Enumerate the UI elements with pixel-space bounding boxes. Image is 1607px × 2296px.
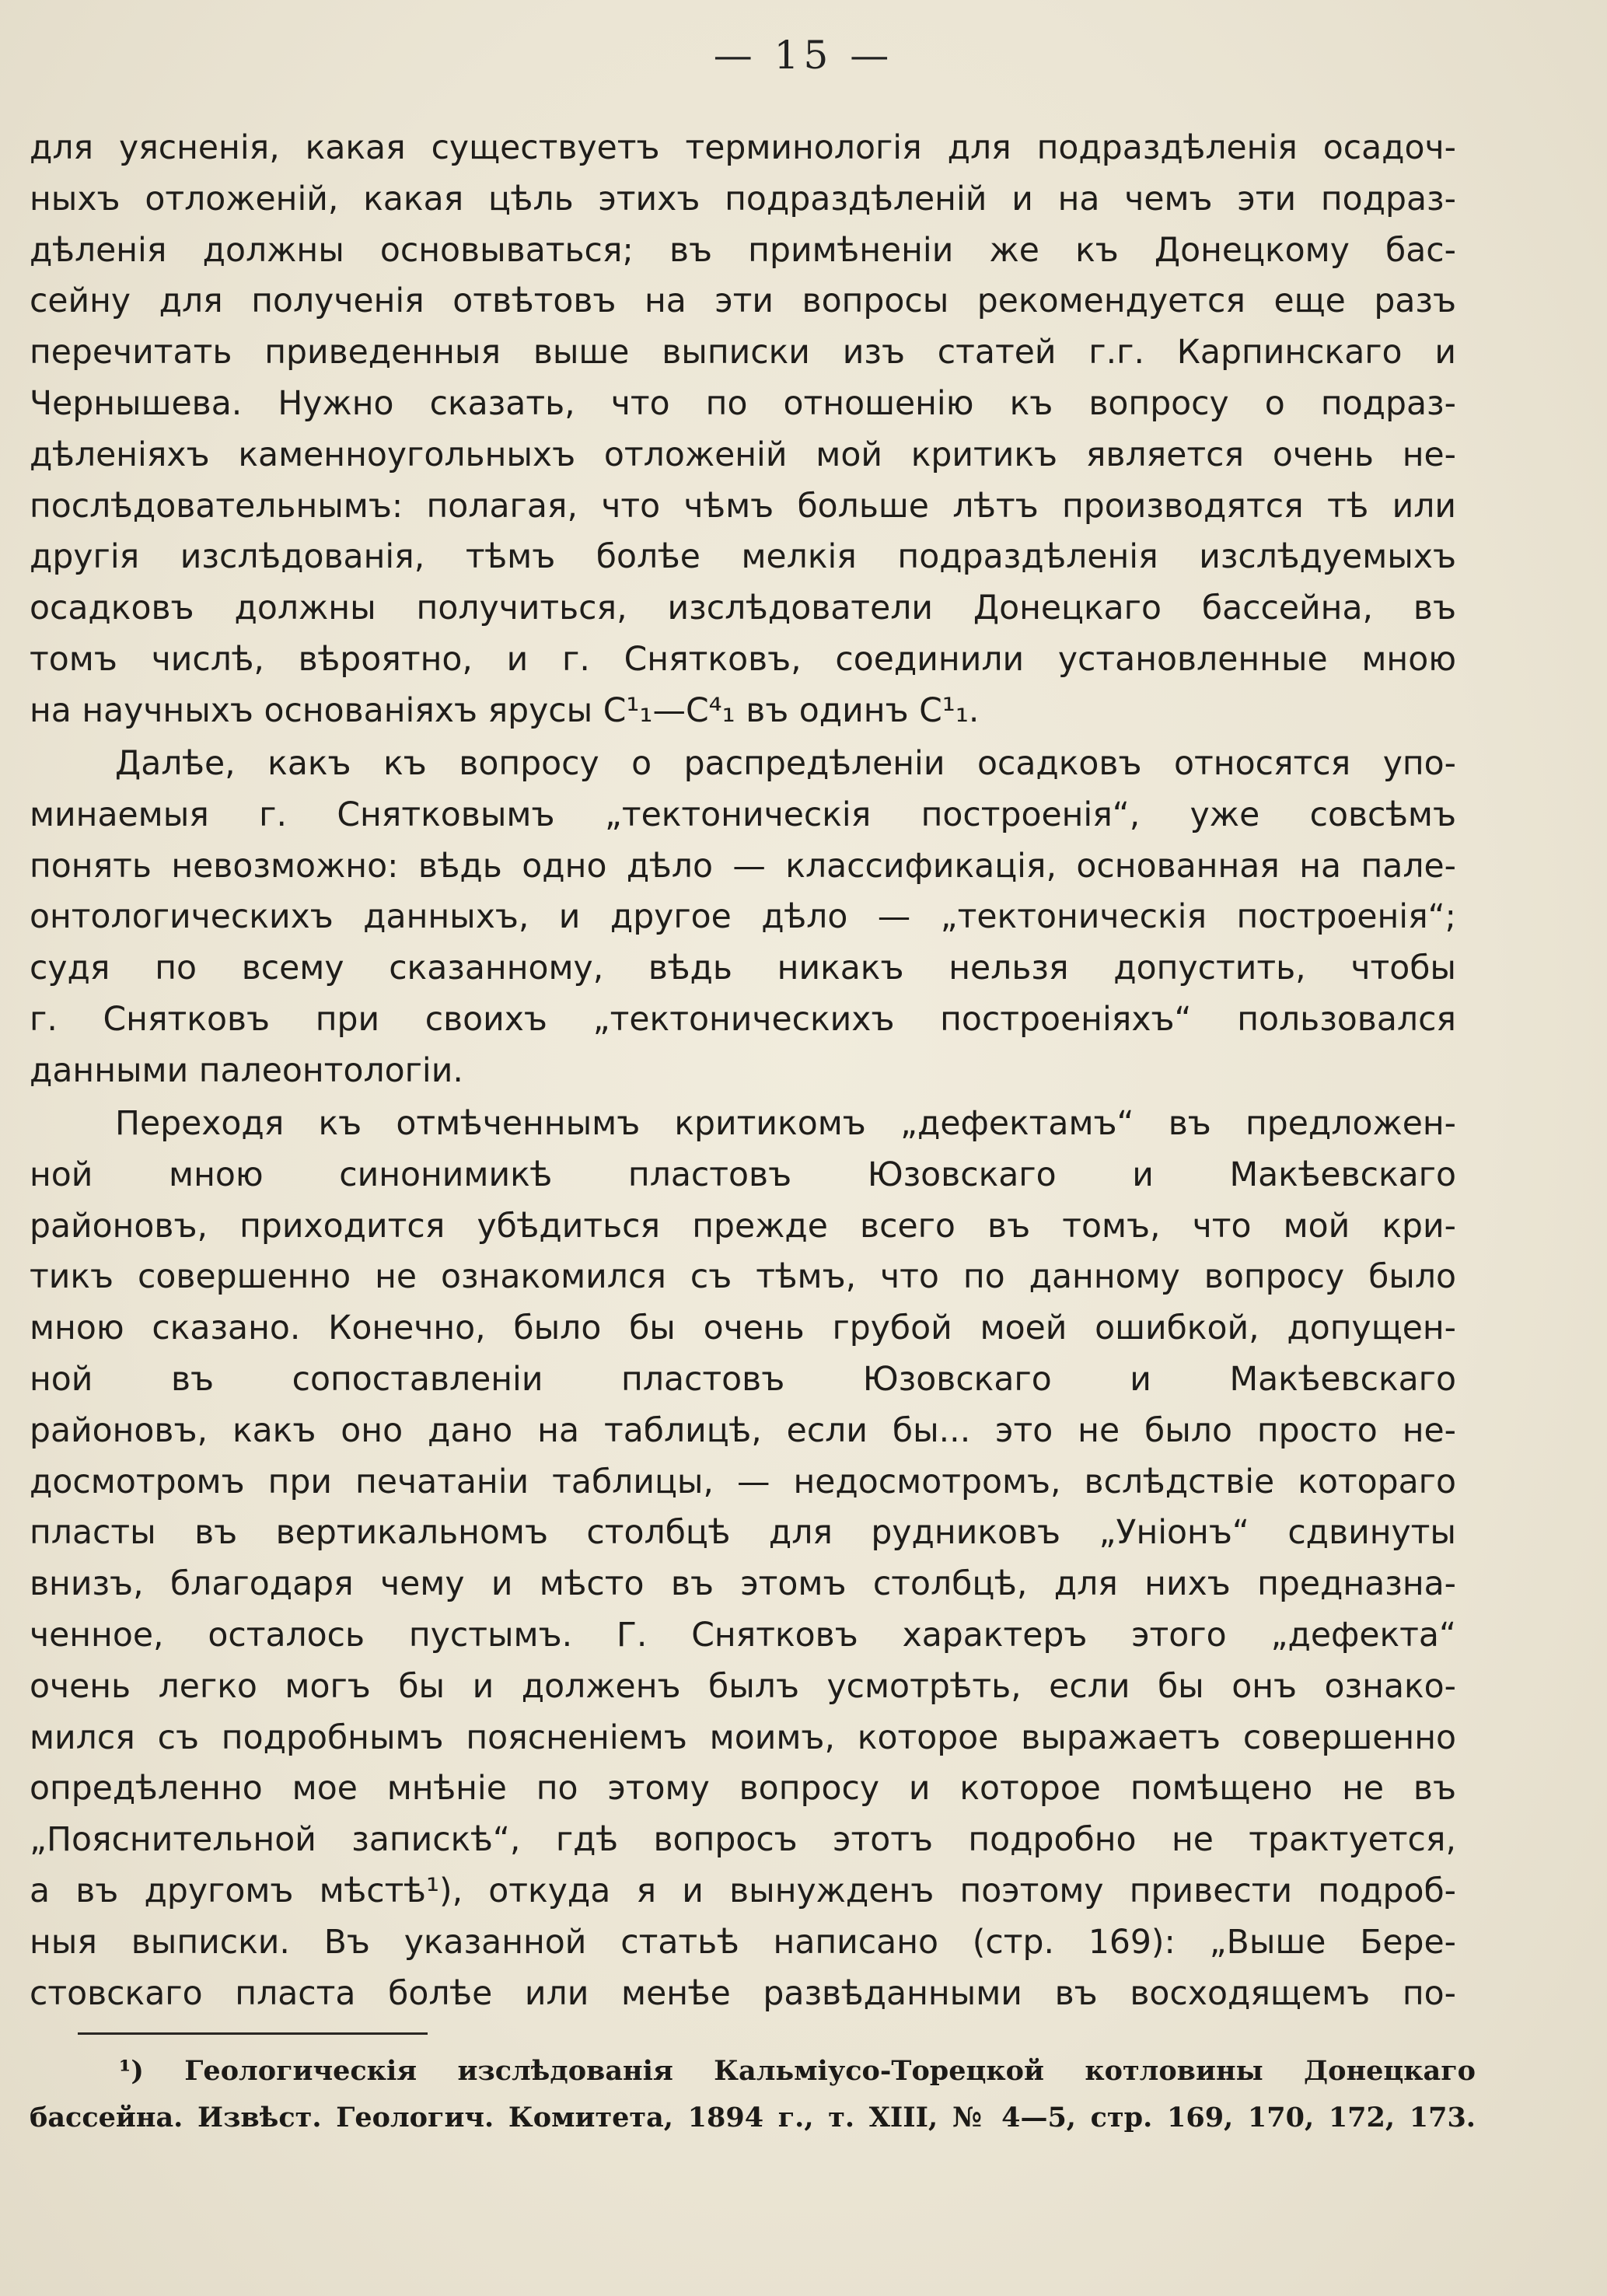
footnote-divider [78,2032,428,2035]
text-line: дѣленіяхъ каменноугольныхъ отложеній мой критикъ является очень не- [30,435,1456,474]
text-line: осадковъ должны получиться, изслѣдователи Донецкаго бассейна, въ [30,589,1456,628]
text-line: Чернышева. Нужно сказать, что по отношенію къ вопросу о подраз- [30,384,1456,423]
text-line: „Пояснительной запискѣ“, гдѣ вопросъ этотъ подробно не трактуется, [30,1821,1456,1860]
text-line: для уясненія, какая существуетъ терминологія для подраздѣленія осадоч- [30,129,1456,167]
text-line: досмотромъ при печатаніи таблицы, — недосмотромъ, вслѣдствіе котораго [30,1463,1456,1501]
text-line: минаемыя г. Снятковымъ „тектоническія построенія“, уже совсѣмъ [30,795,1456,834]
text-line: стовскаго пласта болѣе или менѣе развѣданными въ восходящемъ по- [30,1974,1456,2013]
text-line: Далѣе, какъ къ вопросу о распредѣленіи осадковъ относятся упо- [115,745,1456,783]
text-line: на научныхъ основаніяхъ ярусы C¹₁—C⁴₁ въ одинъ C¹₁. [30,691,980,730]
text-line: Переходя къ отмѣченнымъ критикомъ „дефектамъ“ въ предложен- [115,1105,1456,1143]
paragraph-1 [30,123,1456,737]
footnote-line: ¹) Геологическія изслѣдованія Кальміусо-Торецкой котловины Донецкаго [119,2055,1476,2087]
text-line: а въ другомъ мѣстѣ¹), откуда я и вынужденъ поэтому привести подроб- [30,1871,1456,1910]
text-line: ченное, осталось пустымъ. Г. Снятковъ характеръ этого „дефекта“ [30,1616,1456,1655]
text-line: опредѣленно мое мнѣніе по этому вопросу и которое помѣщено не въ [30,1770,1456,1808]
text-line: дѣленія должны основываться; въ примѣненіи же къ Донецкому бас- [30,231,1456,270]
text-line: данными палеонтологіи. [30,1051,463,1090]
text-line: районовъ, приходится убѣдиться прежде всего въ томъ, что мой кри- [30,1207,1456,1246]
text-line: перечитать приведенныя выше выписки изъ статей г.г. Карпинскаго и [30,334,1456,372]
text-line: ныхъ отложеній, какая цѣль этихъ подраздѣленій и на чемъ эти подраз- [30,180,1456,218]
text-line: другія изслѣдованія, тѣмъ болѣе мелкія подраздѣленія изслѣдуемыхъ [30,538,1456,577]
text-line: судя по всему сказанному, вѣдь никакъ нельзя допустить, чтобы [30,949,1456,988]
text-line: понять невозможно: вѣдь одно дѣло — классификація, основанная на пале- [30,847,1456,886]
text-line: ныя выписки. Въ указанной статьѣ написано (стр. 169): „Выше Бере- [30,1923,1456,1962]
text-line: г. Снятковъ при своихъ „тектоническихъ построеніяхъ“ пользовался [30,1000,1456,1039]
text-line: внизъ, благодаря чему и мѣсто въ этомъ столбцѣ, для нихъ предназна- [30,1565,1456,1604]
text-line: онтологическихъ данныхъ, и другое дѣло — „тектоническія построенія“; [30,898,1456,937]
paragraph-2 [30,739,1456,1097]
text-line: мною сказано. Конечно, было бы очень грубой моей ошибкой, допущен- [30,1309,1456,1348]
page-number: — 15 — [713,33,894,78]
text-line: тикъ совершенно не ознакомился съ тѣмъ, что по данному вопросу было [30,1258,1456,1297]
paragraph-3 [30,1099,1456,2019]
text-line: послѣдовательнымъ: полагая, что чѣмъ больше лѣтъ производятся тѣ или [30,487,1456,526]
text-line: томъ числѣ, вѣроятно, и г. Снятковъ, соединили установленные мною [30,640,1456,679]
text-line: сейну для полученія отвѣтовъ на эти вопросы рекомендуется еще разъ [30,282,1456,321]
text-line: очень легко могъ бы и долженъ былъ усмотрѣть, если бы онъ ознако- [30,1667,1456,1706]
text-line: мился съ подробнымъ поясненіемъ моимъ, которое выражаетъ совершенно [30,1718,1456,1757]
footnote-line: бассейна. Извѣст. Геологич. Комитета, 1894 г., т. XIII, № 4—5, стр. 169, 170, 172, 173. [30,2102,1476,2133]
text-line: ной мною синонимикѣ пластовъ Юзовскаго и Макѣевскаго [30,1155,1456,1194]
footnote [30,2048,1476,2141]
text-line: ной въ сопоставленіи пластовъ Юзовскаго и Макѣевскаго [30,1360,1456,1399]
text-line: районовъ, какъ оно дано на таблицѣ, если бы... это не было просто не- [30,1411,1456,1450]
text-line: пласты въ вертикальномъ столбцѣ для рудниковъ „Уніонъ“ сдвинуты [30,1514,1456,1553]
